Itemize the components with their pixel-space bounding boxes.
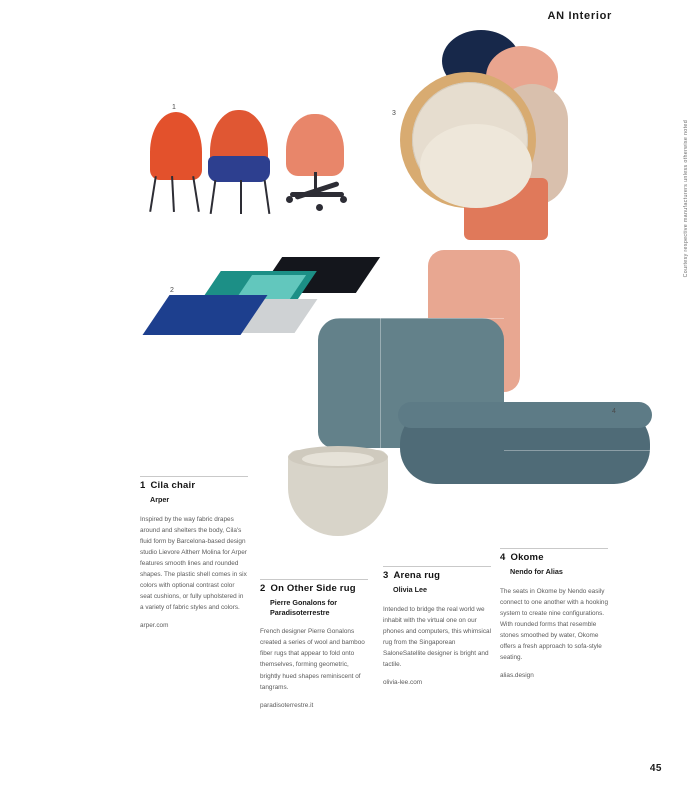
entry-number: 3 [383,570,389,581]
entry-divider [140,476,248,477]
callout-2: 2 [170,287,174,294]
entry-title-text: Arena rug [393,570,441,581]
entry-divider [500,548,608,549]
okome-seat-top [398,402,652,428]
entry-brand: Arper [150,495,170,504]
chair-leg [149,176,157,212]
entry-url[interactable]: olivia-lee.com [383,678,423,686]
chair-caster [286,196,293,203]
entry-title-text: Okome [510,552,544,563]
callout-1: 1 [172,104,176,111]
rug-cream-overlay [420,124,532,208]
chair-leg [240,180,242,214]
masthead-title: AN Interior [547,10,612,22]
chair-cushion [208,156,270,182]
entry-arena-rug [383,570,491,692]
entry-number: 1 [140,480,146,491]
entry-brand: Pierre Gonalons for Paradisoterrestre [270,598,338,617]
okome-crease [380,318,381,448]
entry-title [383,570,491,581]
entry-divider [383,566,491,567]
callout-3: 3 [392,110,396,117]
arena-rug-image [390,28,570,243]
entry-title-text: Cila chair [150,480,196,491]
entry-title [500,552,608,563]
entry-divider [260,579,368,580]
chair-leg [171,176,175,212]
entry-body: The seats in Okome by Nendo easily connect to one another with a hooking system to create nine configurations. With rounded forms that resemble stones smoothed by water, Okome offers a fresh approach to sofa-style seating. [500,587,609,661]
entry-url[interactable]: paradisoterrestre.it [260,701,314,709]
chair-shell [286,114,344,176]
chair-leg [192,176,200,212]
entry-okome [500,552,608,685]
okome-crease [318,318,504,319]
chair-leg [264,180,271,214]
cila-chairs-image [140,100,380,215]
entry-cila-chair [140,480,248,635]
entry-title-text: On Other Side rug [270,583,356,594]
chair-shell [150,112,202,180]
entry-number: 4 [500,552,506,563]
entry-title [140,480,248,491]
okome-table-inner [302,452,374,466]
callout-4: 4 [612,408,616,415]
photo-credit: Courtesy respective manufacturers unless otherwise noted [683,120,689,278]
okome-seating-image [280,250,660,540]
entry-brand: Olivia Lee [393,585,427,594]
chair-base [294,181,339,200]
entry-url[interactable]: alias.design [500,671,534,679]
entry-on-other-side-rug [260,583,368,715]
entry-number: 2 [260,583,266,594]
entry-url[interactable]: arper.com [140,621,169,629]
chair-caster [316,204,323,211]
entry-body: French designer Pierre Gonalons created a series of wool and bamboo fiber rugs that appear to fold onto themselves, forming geometric, brightly hued shapes reminiscent of tangrams. [260,628,365,691]
chair-caster [340,196,347,203]
chair-leg [210,180,217,214]
entry-title [260,583,368,594]
okome-crease [504,450,664,451]
entry-brand: Nendo for Alias [510,567,563,576]
entry-body: Inspired by the way fabric drapes around and shelters the body, Cila's fluid form by Barcelona-based design studio Lievore Altherr Molina for Arper features smooth lines and rounded shapes. The plastic shell comes in six colors with optional contrast color seat cushions, or fully upholstered in a variety of fabric styles and colors. [140,515,247,611]
page-number: 45 [649,763,662,774]
entry-body: Intended to bridge the real world we inhabit with the virtual one on our phones and computers, this whimsical rug from the Singaporean SaloneSatellite designer is bright and tactile. [383,605,491,668]
